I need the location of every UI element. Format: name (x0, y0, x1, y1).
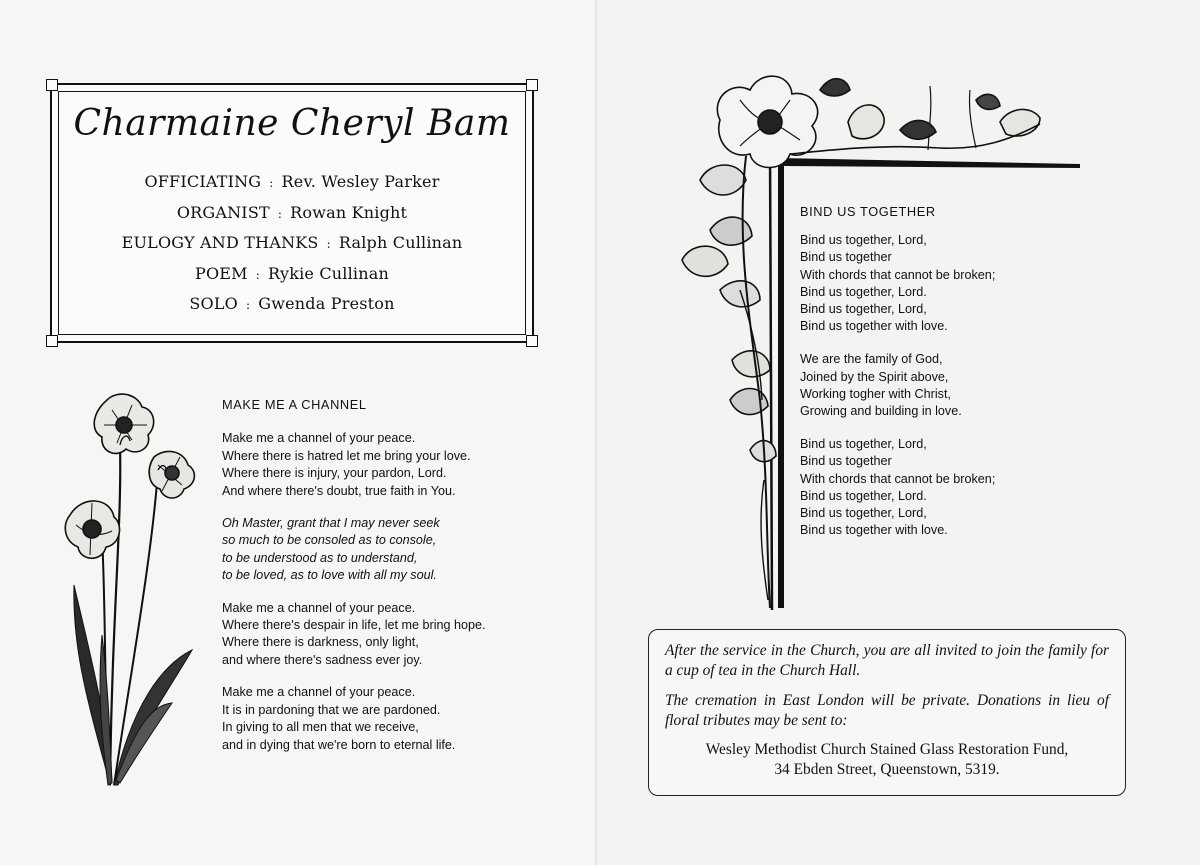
role-label: EULOGY AND THANKS (121, 233, 319, 252)
hymn-line: Bind us together, Lord. (800, 284, 927, 299)
page-fold (595, 0, 597, 865)
hymn-line: And where there's doubt, true faith in You. (222, 483, 456, 498)
hymn-stanza (222, 430, 552, 500)
donation-address (649, 740, 1125, 780)
role-person: Rev. Wesley Parker (281, 172, 440, 191)
hymn-line: to be loved, as to love with all my soul. (222, 568, 437, 583)
hymn-line: Bind us together, Lord. (800, 488, 927, 503)
hymn-stanza (800, 351, 1060, 420)
hymn-line: Bind us together, Lord, (800, 302, 927, 317)
hymn-stanza (222, 600, 552, 670)
hymn-line: Bind us together, Lord, (800, 437, 927, 452)
deceased-name: Charmaine Cheryl Bam (73, 103, 511, 144)
service-roles (52, 167, 532, 320)
hymn-line: It is in pardoning that we are pardoned. (222, 702, 441, 717)
hymn-line: so much to be consoled as to console, (222, 533, 437, 548)
hymn-line: Bind us together (800, 250, 892, 265)
hymn-line: and where there's sadness ever joy. (222, 652, 423, 667)
tea-invitation: After the service in the Church, you are all invited to join the family for a cup of tea in the Church Hall. (665, 642, 1109, 679)
role-poem (52, 259, 532, 290)
hymn-line: With chords that cannot be broken; (800, 267, 996, 282)
hymn-title: MAKE ME A CHANNEL (222, 397, 367, 412)
role-label: SOLO (189, 294, 238, 313)
role-person: Rykie Cullinan (267, 263, 390, 283)
hymn-line: Working togher with Christ, (800, 386, 951, 401)
frame-corner (46, 79, 58, 91)
role-person: Rowan Knight (290, 202, 408, 222)
hymn-line: Bind us together with love. (800, 523, 948, 538)
role-separator: : (245, 298, 251, 312)
hymn-line: Bind us together, Lord, (800, 233, 927, 248)
role-person: Gwenda Preston (258, 294, 395, 313)
hymn-bind-us-together (800, 203, 1060, 555)
role-officiating (52, 167, 532, 198)
frame-corner (526, 335, 538, 347)
hymn-stanza-italic (222, 515, 552, 585)
hymn-title: BIND US TOGETHER (800, 204, 936, 219)
role-separator: : (269, 176, 274, 190)
hymn-line: and in dying that we're born to eternal life. (222, 737, 456, 752)
hymn-line: Bind us together, Lord, (800, 506, 927, 521)
role-eulogy (52, 228, 532, 259)
role-solo (52, 289, 532, 320)
hymn-line: Make me a channel of your peace. (222, 600, 416, 615)
role-label: POEM (194, 263, 248, 283)
role-separator: : (326, 237, 331, 251)
hymn-stanza (222, 684, 552, 754)
role-person: Ralph Cullinan (338, 233, 463, 252)
role-label: ORGANIST (176, 202, 270, 222)
role-separator: : (255, 267, 260, 282)
frame-corner (526, 79, 538, 91)
hymn-line: Bind us together (800, 454, 892, 469)
service-notice-box (648, 629, 1126, 796)
address-line: Wesley Methodist Church Stained Glass Restoration Fund, (705, 741, 1069, 758)
frame-corner (46, 335, 58, 347)
hymn-line: Make me a channel of your peace. (222, 685, 416, 700)
hymn-line: Where there is darkness, only light, (222, 635, 419, 650)
program-frame (50, 83, 534, 343)
hymn-line: to be understood as to understand, (222, 550, 418, 565)
role-separator: : (277, 206, 283, 221)
daffodil-illustration (62, 385, 222, 790)
hymn-line: Growing and building in love. (800, 404, 962, 419)
hymn-line: Where there is injury, your pardon, Lord. (222, 466, 447, 481)
hymn-line: Where there's despair in life, let me bring hope. (222, 618, 486, 633)
hymn-line: Make me a channel of your peace. (222, 431, 416, 446)
hymn-line: Joined by the Spirit above, (800, 369, 949, 384)
hymn-line: In giving to all men that we receive, (222, 720, 419, 735)
cremation-donation-note: The cremation in East London will be private. Donations in lieu of floral tributes may be sent to: (665, 692, 1109, 729)
address-line: 34 Ebden Street, Queenstown, 5319. (774, 761, 1000, 778)
hymn-stanza (800, 436, 1060, 539)
hymn-make-me-a-channel (222, 396, 552, 769)
hymn-line: Where there is hatred let me bring your love. (222, 448, 471, 463)
hymn-line: With chords that cannot be broken; (800, 471, 996, 486)
hymn-line: Bind us together with love. (800, 319, 948, 334)
role-organist (52, 198, 532, 229)
hymn-line: Oh Master, grant that I may never seek (222, 516, 440, 531)
hymn-line: We are the family of God, (800, 352, 943, 367)
role-label: OFFICIATING (144, 172, 262, 191)
hymn-stanza (800, 232, 1060, 335)
